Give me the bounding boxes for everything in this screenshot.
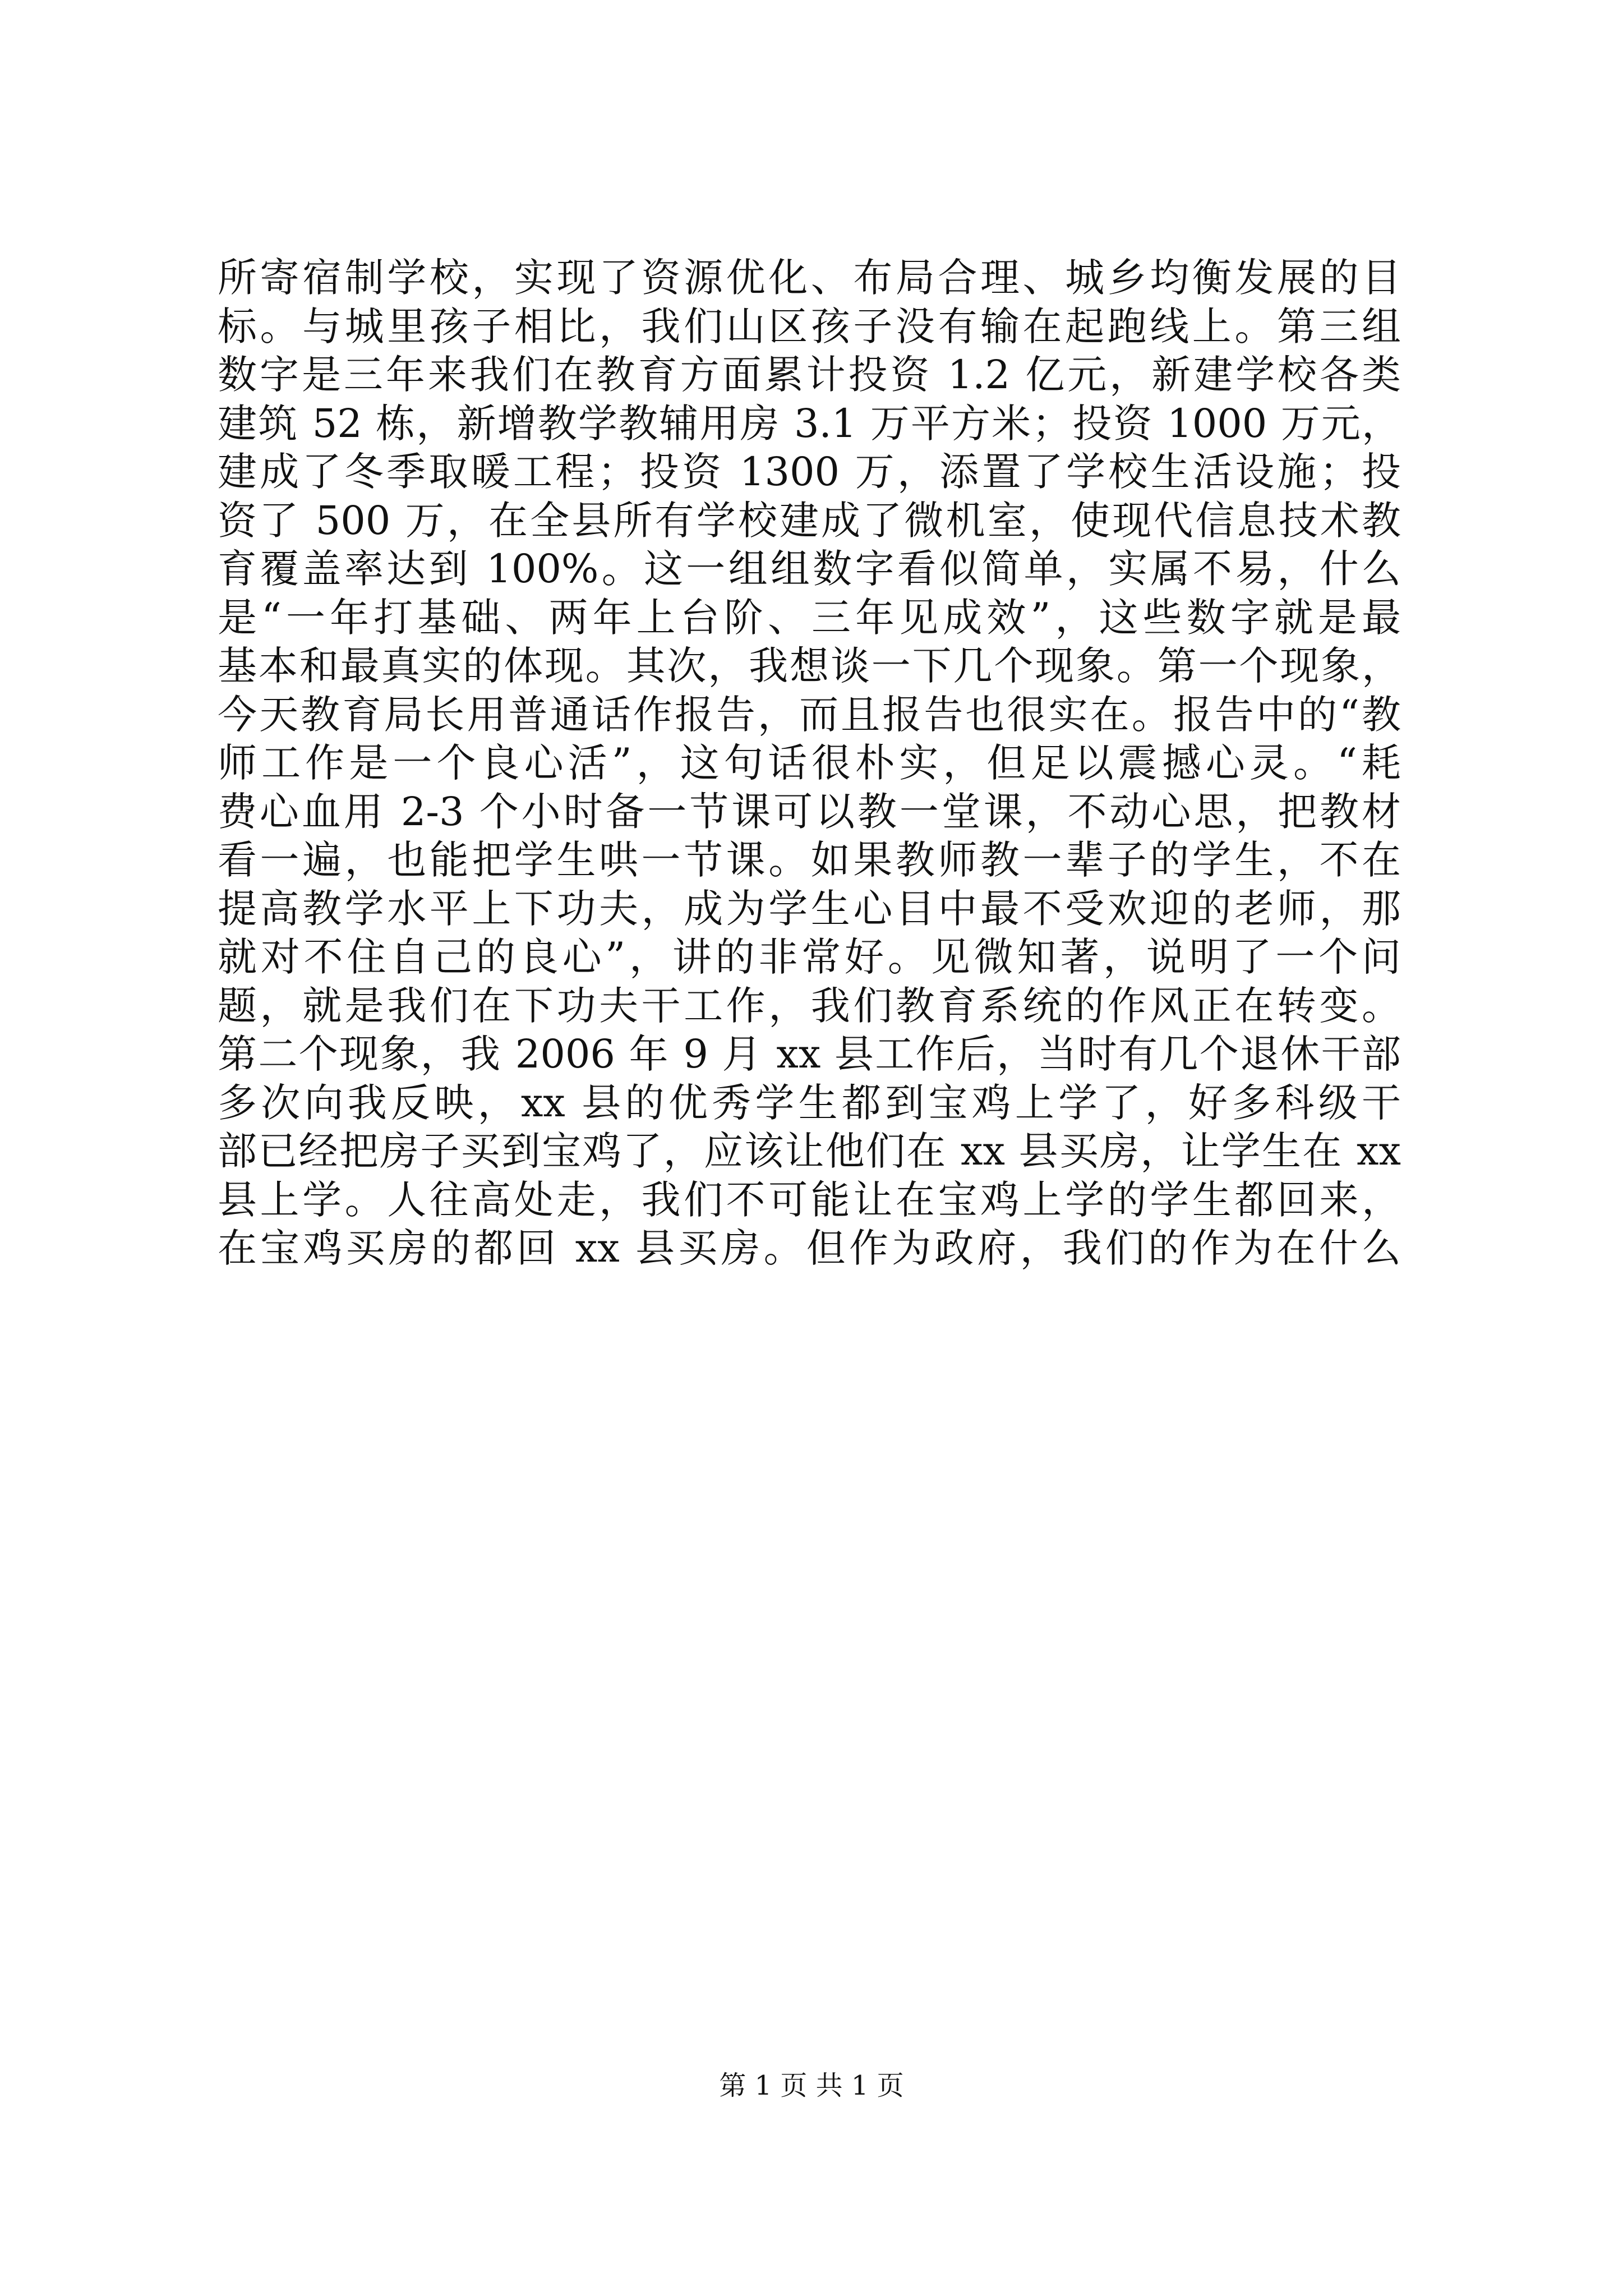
page-footer (0, 2069, 1623, 2102)
text-line: 标。与城里孩子相比，我们山区孩子没有输在起跑线上。第三组 (218, 303, 1401, 349)
text-line: 是“一年打基础、两年上台阶、三年见成效”，这些数字就是最 (218, 594, 1401, 641)
text-line: 提高教学水平上下功夫，成为学生心目中最不受欢迎的老师，那 (218, 885, 1401, 932)
text-line: 所寄宿制学校，实现了资源优化、布局合理、城乡均衡发展的目 (218, 255, 1401, 301)
text-line: 看一遍，也能把学生哄一节课。如果教师教一辈子的学生，不在 (218, 837, 1401, 883)
text-line: 师工作是一个良心活”，这句话很朴实，但足以震撼心灵。“耗 (218, 740, 1401, 786)
text-line: 县上学。人往高处走，我们不可能让在宝鸡上学的学生都回来， (218, 1176, 1401, 1223)
text-line: 在宝鸡买房的都回 xx 县买房。但作为政府，我们的作为在什么 (218, 1225, 1401, 1271)
text-line: 建成了冬季取暖工程；投资 1300 万，添置了学校生活设施；投 (218, 449, 1401, 495)
text-line: 部已经把房子买到宝鸡了，应该让他们在 xx 县买房，让学生在 xx (218, 1128, 1401, 1174)
text-line: 费心血用 2-3 个小时备一节课可以教一堂课，不动心思，把教材 (218, 788, 1401, 835)
text-line: 基本和最真实的体现。其次，我想谈一下几个现象。第一个现象， (218, 643, 1401, 689)
text-line: 建筑 52 栋，新增教学教辅用房 3.1 万平方米；投资 1000 万元， (218, 400, 1401, 447)
page-number-label: 第 1 页 共 1 页 (719, 2070, 904, 2101)
body-text (218, 254, 1401, 1273)
text-line: 第二个现象，我 2006 年 9 月 xx 县工作后，当时有几个退休干部 (218, 1031, 1401, 1077)
text-line: 题，就是我们在下功夫干工作，我们教育系统的作风正在转变。 (218, 982, 1401, 1029)
text-line: 资了 500 万，在全县所有学校建成了微机室，使现代信息技术教 (218, 497, 1401, 544)
text-line: 就对不住自己的良心”，讲的非常好。见微知著，说明了一个问 (218, 934, 1401, 980)
text-line: 多次向我反映，xx 县的优秀学生都到宝鸡上学了，好多科级干 (218, 1079, 1401, 1126)
text-line: 育覆盖率达到 100%。这一组组数字看似简单，实属不易，什么 (218, 546, 1401, 592)
text-line: 数字是三年来我们在教育方面累计投资 1.2 亿元，新建学校各类 (218, 352, 1401, 398)
text-line: 今天教育局长用普通话作报告，而且报告也很实在。报告中的“教 (218, 691, 1401, 738)
